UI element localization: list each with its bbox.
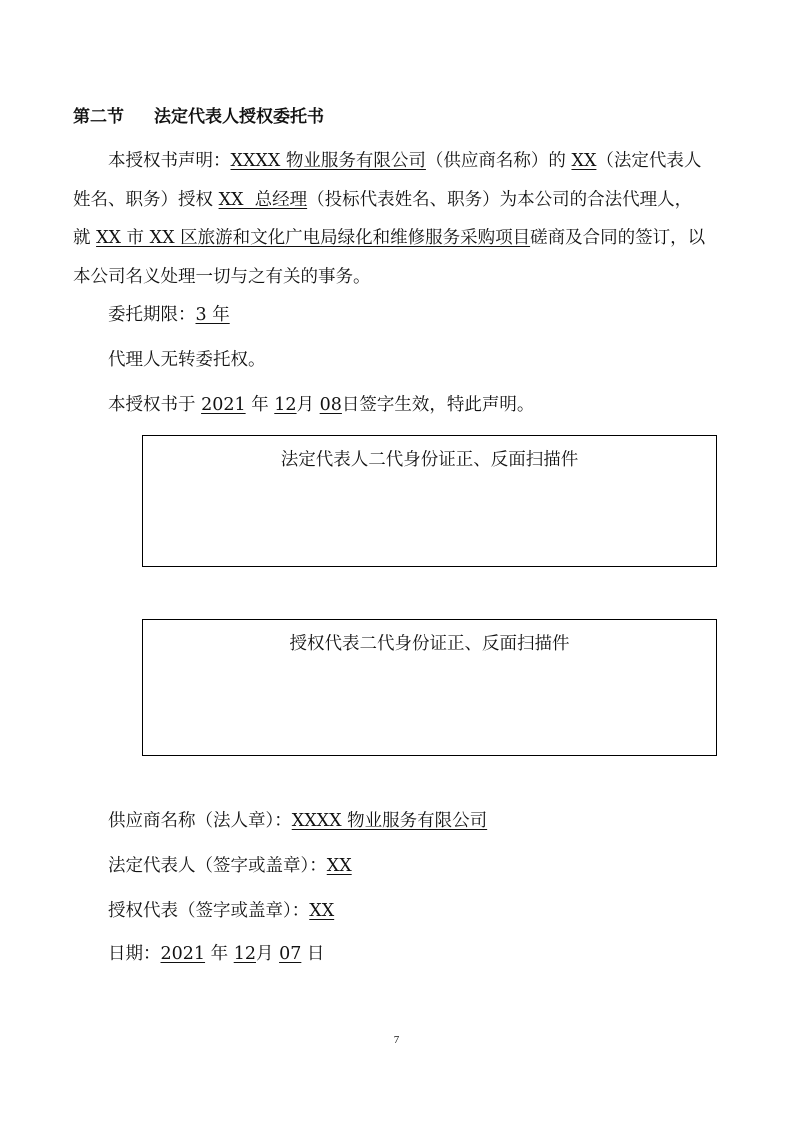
- legal-rep-field: XX: [571, 151, 597, 171]
- line3-suffix: 磋商及合同的签订，以: [530, 228, 706, 248]
- agent-signature-line: [108, 900, 334, 922]
- date-day-unit: 日: [306, 944, 325, 964]
- legal-rep-signature-line: [108, 855, 352, 877]
- date-month-unit: 月: [255, 944, 274, 964]
- agent-value: XX: [309, 901, 335, 921]
- supplier-value: XXXX 物业服务有限公司: [291, 811, 488, 831]
- agent-note: （投标代表姓名、职务）为本公司的合法代理人，: [307, 190, 693, 210]
- effective-month-unit: 月: [296, 395, 315, 415]
- agent-label: 授权代表（签字或盖章）：: [108, 901, 310, 921]
- date-year: 2021: [160, 944, 206, 964]
- effective-suffix: 日签字生效，特此声明。: [341, 395, 535, 415]
- declaration-line-2: [73, 189, 692, 211]
- agent-id-scan-box: [142, 619, 717, 756]
- declaration-line-1: [108, 150, 701, 172]
- no-subdelegation-line: [108, 349, 266, 371]
- section-title: 法定代表人授权委托书: [154, 107, 324, 127]
- declaration-prefix: 本授权书声明：: [108, 151, 231, 171]
- section-heading: [73, 106, 324, 128]
- effective-year-unit: 年: [251, 395, 269, 415]
- term-line: [108, 304, 230, 326]
- project-name-field: XX 市 XX 区旅游和文化广电局绿化和维修服务采购项目: [96, 228, 531, 248]
- legal-rep-id-scan-box: [142, 435, 717, 567]
- line4-text: 本公司名义处理一切与之有关的事务。: [73, 267, 371, 287]
- declaration-line-3: [73, 227, 705, 249]
- declaration-line-4: [73, 266, 371, 288]
- line2-prefix: 姓名、职务）授权: [73, 190, 213, 210]
- effective-month: 12: [274, 395, 297, 415]
- date-day: 07: [279, 944, 302, 964]
- no-subdelegation-text: 代理人无转委托权。: [108, 350, 266, 370]
- supplier-note: （供应商名称）的: [425, 151, 566, 171]
- agent-field: XX 总经理: [218, 190, 308, 210]
- effective-year: 2021: [201, 395, 246, 415]
- term-label: 委托期限：: [108, 305, 196, 325]
- section-number: 第二节: [73, 107, 124, 127]
- agent-id-caption: 授权代表二代身份证正、反面扫描件: [289, 634, 570, 654]
- term-value: 3 年: [195, 305, 230, 325]
- effective-prefix: 本授权书于: [108, 395, 196, 415]
- page-number: 7: [393, 1034, 400, 1046]
- date-signature-line: [108, 943, 324, 965]
- supplier-label: 供应商名称（法人章）：: [108, 811, 292, 831]
- date-label: 日期：: [108, 944, 161, 964]
- legal-rep-value: XX: [326, 856, 352, 876]
- supplier-name-field: XXXX 物业服务有限公司: [230, 151, 426, 171]
- date-month: 12: [233, 944, 256, 964]
- effective-date-line: [108, 394, 534, 416]
- legal-rep-id-caption: 法定代表人二代身份证正、反面扫描件: [280, 450, 579, 470]
- legal-rep-note: （法定代表人: [596, 151, 702, 171]
- effective-day: 08: [319, 395, 342, 415]
- legal-rep-label: 法定代表人（签字或盖章）：: [108, 856, 327, 876]
- line3-prefix: 就: [73, 228, 91, 248]
- supplier-signature-line: [108, 810, 487, 832]
- date-year-unit: 年: [210, 944, 229, 964]
